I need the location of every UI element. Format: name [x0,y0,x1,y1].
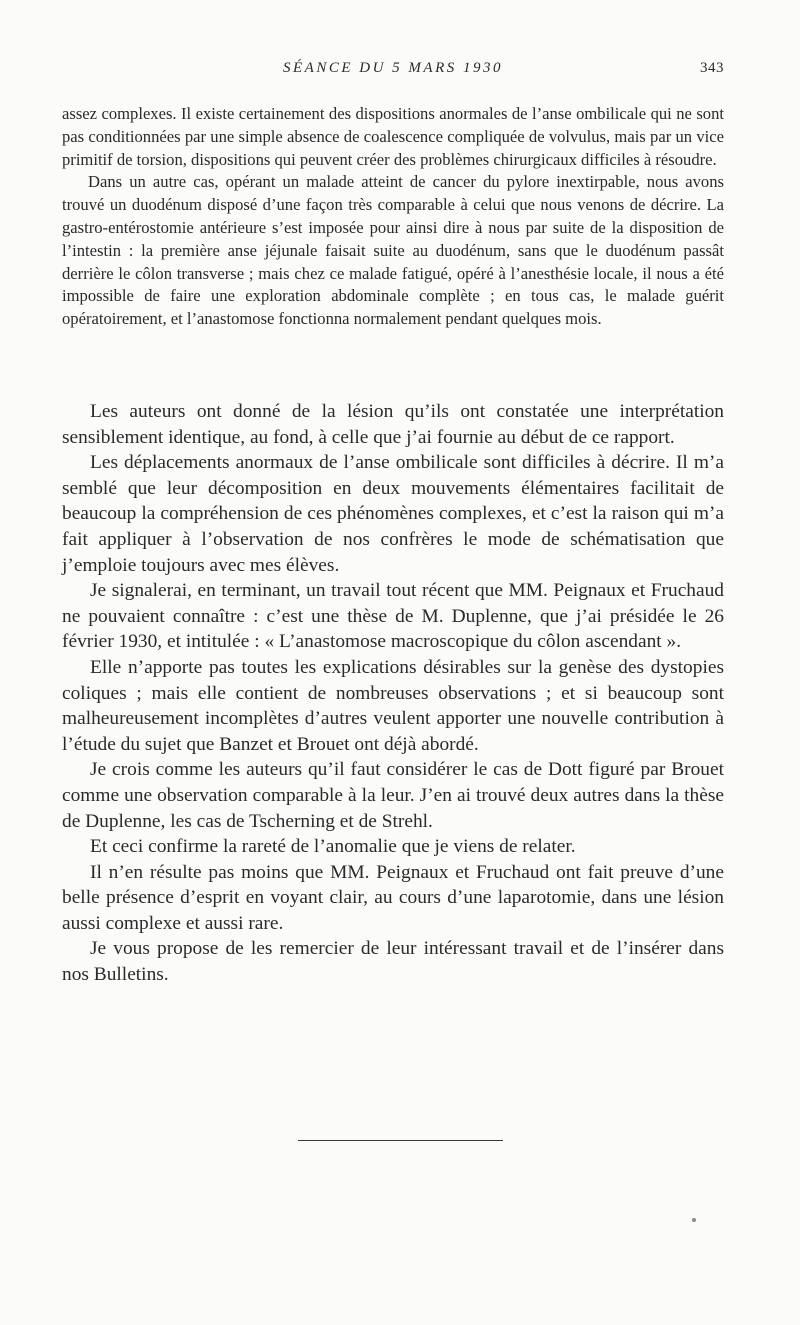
paragraph-second-case: Dans un autre cas, opérant un malade atteint de cancer du pylore inextirpable, nous avons trouvé un duodénum disposé d’une façon très comparable à celui que nous venons de décrire. La gastro-entérostomie antérieure s’est imposée pour ainsi dire à nous par suite de la disposition de l’intestin : la première anse jéjunale faisait suite au duodénum, sans que le duodénum passât derrière le côlon transverse ; mais chez ce malade fatigué, opéré à l’anesthésie locale, il nous a été impossible de faire une exploration abdominale complète ; en tous cas, le malade guérit opératoirement, et l’anastomose fonctionna normalement pendant quelques mois. [62,172,724,329]
paragraph-rarity: Et ceci confirme la rareté de l’anomalie que je viens de relater. [90,836,576,858]
paragraph-dott-case: Je crois comme les auteurs qu’il faut considérer le cas de Dott figuré par Brouet comme une observation comparable à la leur. J’en ai trouvé deux autres dans la thèse de Duplenne, les cas de Tscherning et de Strehl. [62,759,724,832]
paragraph-thesis: Je signalerai, en terminant, un travail tout récent que MM. Peignaux et Fruchaud ne pouvaient connaître : c’est une thèse de M. Duplenne, que j’ai présidée le 26 février 1930, et intitulée : « L’anastomose macroscopique du côlon ascendant ». [62,580,724,653]
running-title: SÉANCE DU 5 MARS 1930 [283,60,503,76]
paragraph-displacements: Les déplacements anormaux de l’anse ombilicale sont difficiles à décrire. Il m’a semblé que leur décomposition en deux mouvements élémentaires facilitait de beaucoup la compréhension de ces phénomènes complexes, et c’est la raison qui m’a fait appliquer à l’observation de nos confrères le mode de schématisation que j’emploie toujours avec mes élèves. [62,452,724,576]
print-speck [692,1218,696,1222]
small-print-section [62,103,724,331]
report-conclusion-section [62,399,724,988]
paragraph-proposal: Je vous propose de les remercier de leur intéressant travail et de l’insérer dans nos Bulletins. [62,938,724,986]
running-head [62,60,724,84]
page-number: 343 [700,60,724,76]
end-rule-divider [298,1140,503,1141]
paragraph-praise: Il n’en résulte pas moins que MM. Peignaux et Fruchaud ont fait preuve d’une belle présence d’esprit en voyant clair, au cours d’une laparotomie, dans une lésion aussi complexe et aussi rare. [62,861,724,934]
paragraph-explanations: Elle n’apporte pas toutes les explications désirables sur la genèse des dystopies coliques ; mais elle contient de nombreuses observations ; et si beaucoup sont malheureusement incomplètes d’autres veulent apporter une nouvelle contribution à l’étude du sujet que Banzet et Brouet ont déjà abordé. [62,656,724,755]
paragraph-interpretation: Les auteurs ont donné de la lésion qu’ils ont constatée une interprétation sensiblement identique, au fond, à celle que j’ai fournie au début de ce rapport. [62,401,724,448]
paragraph-continuation: assez complexes. Il existe certainement des dispositions anormales de l’anse ombilicale qui ne sont pas conditionnées par une simple absence de coalescence compliquée de volvulus, mais par un vice primitif de torsion, dispositions qui peuvent créer des problèmes chirurgicaux difficiles à résoudre. [62,104,724,169]
